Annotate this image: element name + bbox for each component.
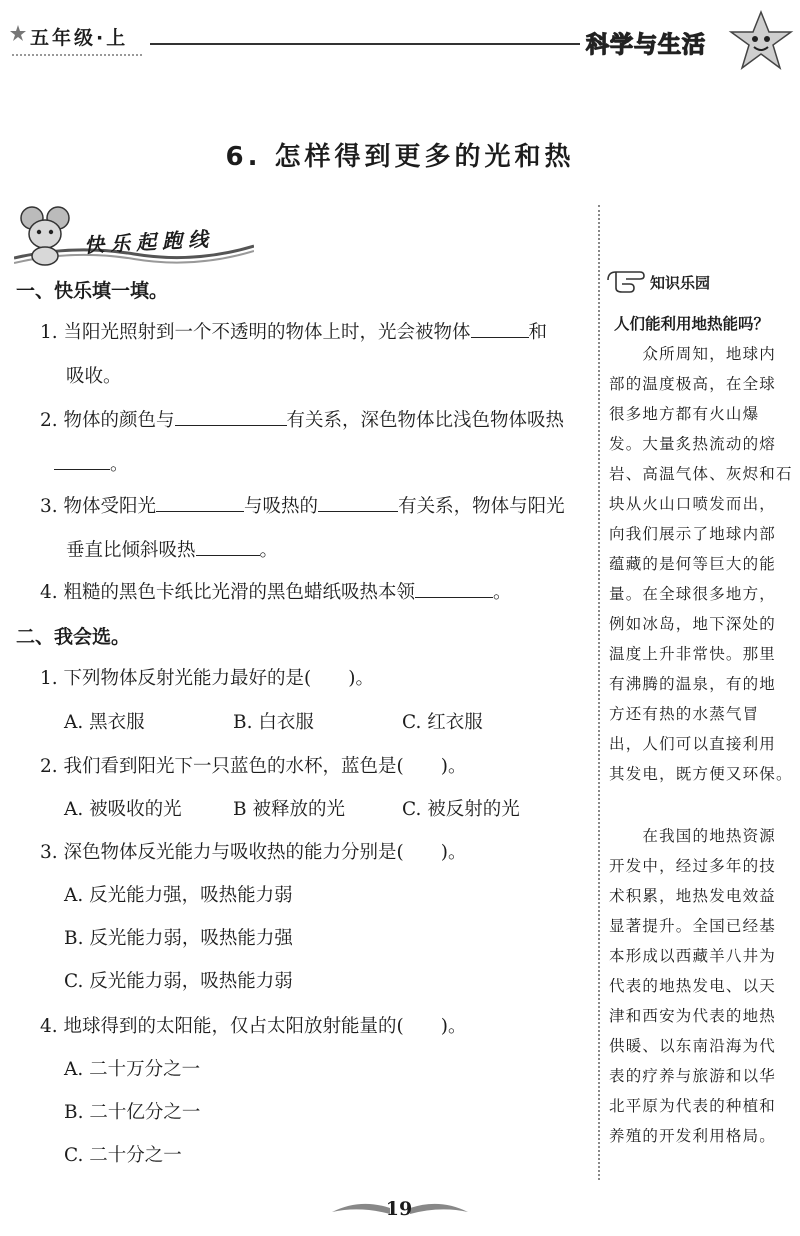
option-a[interactable]: A. 被吸收的光 <box>64 799 182 820</box>
sidebar-text-line: 出，人们可以直接利用 <box>609 735 777 753</box>
answer-blank[interactable] <box>318 493 398 512</box>
page-title: 6. 怎样得到更多的光和热 <box>225 142 575 172</box>
fill-question-3-cont: 垂直比倾斜吸热 。 <box>66 536 278 562</box>
sidebar-text-line: 岩、高温气体、灰烬和石 <box>609 465 793 483</box>
answer-blank[interactable] <box>415 579 493 598</box>
option-c[interactable]: C. 红衣服 <box>402 712 483 733</box>
answer-blank[interactable] <box>54 451 110 470</box>
answer-blank[interactable] <box>175 407 287 426</box>
sidebar-text-line: 温度上升非常快。那里 <box>609 645 777 663</box>
sidebar-text-line: 众所周知，地球内 <box>609 345 777 363</box>
star-icon <box>9 24 27 42</box>
sidebar-text-line: 本形成以西藏羊八井为 <box>609 947 777 965</box>
section-heading-choose: 二、我会选。 <box>16 626 131 648</box>
sidebar-text-line: 有沸腾的温泉，有的地 <box>609 675 777 693</box>
sidebar-title: 知识乐园 <box>650 274 711 292</box>
series-title: 科学与生活 <box>586 32 706 58</box>
section-heading-fill: 一、快乐填一填。 <box>16 280 169 302</box>
sidebar-text-line: 表的疗养与旅游和以华 <box>609 1067 777 1085</box>
column-divider <box>598 205 600 1180</box>
answer-blank[interactable] <box>196 537 260 556</box>
sidebar-text-line: 蕴藏的是何等巨大的能 <box>609 555 777 573</box>
sidebar-text-line: 发。大量炙热流动的熔 <box>609 435 777 453</box>
option-b[interactable]: B 被释放的光 <box>233 799 345 820</box>
fill-question-3: 3. 物体受阳光 与吸热的 有关系，物体与阳光 <box>40 492 565 518</box>
option-c[interactable]: C. 反光能力弱，吸热能力弱 <box>64 971 293 992</box>
grade-label: 五年级·上 <box>30 27 129 49</box>
sidebar-text-line: 很多地方都有火山爆 <box>609 405 760 423</box>
sidebar-text-line: 术积累，地热发电效益 <box>609 887 777 905</box>
option-b[interactable]: B. 白衣服 <box>233 712 314 733</box>
answer-blank[interactable] <box>471 319 529 338</box>
sidebar-text-line: 代表的地热发电、以天 <box>609 977 777 995</box>
sidebar-text-line: 北平原为代表的种植和 <box>609 1097 777 1115</box>
sidebar-text-line: 方还有热的水蒸气冒 <box>609 705 760 723</box>
option-c[interactable]: C. 被反射的光 <box>402 799 520 820</box>
star-mascot-icon <box>728 10 794 72</box>
sidebar-text-line: 津和西安为代表的地热 <box>609 1007 777 1025</box>
sidebar-text-line: 向我们展示了地球内部 <box>609 525 777 543</box>
sidebar-text-line: 在我国的地热资源 <box>609 827 777 845</box>
sidebar-text-line: 养殖的开发利用格局。 <box>609 1127 777 1145</box>
header-dotted-rule <box>12 54 142 56</box>
header-rule <box>150 43 580 45</box>
fill-question-1-cont: 吸收。 <box>66 366 122 387</box>
pointing-hand-icon <box>604 266 646 294</box>
page-number: 19 <box>385 1198 413 1220</box>
sidebar-text-line: 显著提升。全国已经基 <box>609 917 777 935</box>
section-banner: 快乐起跑线 <box>83 226 215 258</box>
option-c[interactable]: C. 二十分之一 <box>64 1145 182 1166</box>
sidebar-text-line: 供暖、以东南沿海为代 <box>609 1037 777 1055</box>
sidebar-text-line: 块从火山口喷发而出， <box>609 495 777 513</box>
sidebar-question: 人们能利用地热能吗？ <box>614 315 770 333</box>
sidebar-text-line: 例如冰岛，地下深处的 <box>609 615 777 633</box>
answer-blank[interactable] <box>156 493 244 512</box>
option-a[interactable]: A. 黑衣服 <box>64 712 145 733</box>
choice-question-4: 4. 地球得到的太阳能，仅占太阳放射能量的( )。 <box>40 1016 467 1037</box>
fill-question-1: 1. 当阳光照射到一个不透明的物体上时，光会被物体 和 <box>40 318 547 344</box>
sidebar-text-line: 部的温度极高，在全球 <box>609 375 777 393</box>
choice-question-1: 1. 下列物体反射光能力最好的是( )。 <box>40 668 374 689</box>
fill-question-2: 2. 物体的颜色与 有关系，深色物体比浅色物体吸热 <box>40 406 564 432</box>
option-a[interactable]: A. 反光能力强，吸热能力弱 <box>64 885 293 906</box>
option-b[interactable]: B. 反光能力弱，吸热能力强 <box>64 928 293 949</box>
fill-question-4: 4. 粗糙的黑色卡纸比光滑的黑色蜡纸吸热本领 。 <box>40 578 512 604</box>
sidebar-text-line: 开发中，经过多年的技 <box>609 857 777 875</box>
sidebar-text-line: 量。在全球很多地方， <box>609 585 777 603</box>
sidebar-text-line: 其发电，既方便又环保。 <box>609 765 793 783</box>
choice-question-2: 2. 我们看到阳光下一只蓝色的水杯，蓝色是( )。 <box>40 756 467 777</box>
mouse-mascot-icon <box>14 204 80 266</box>
option-b[interactable]: B. 二十亿分之一 <box>64 1102 201 1123</box>
choice-question-3: 3. 深色物体反光能力与吸收热的能力分别是( )。 <box>40 842 467 863</box>
fill-question-2-cont: 。 <box>54 450 129 476</box>
option-a[interactable]: A. 二十万分之一 <box>64 1059 201 1080</box>
